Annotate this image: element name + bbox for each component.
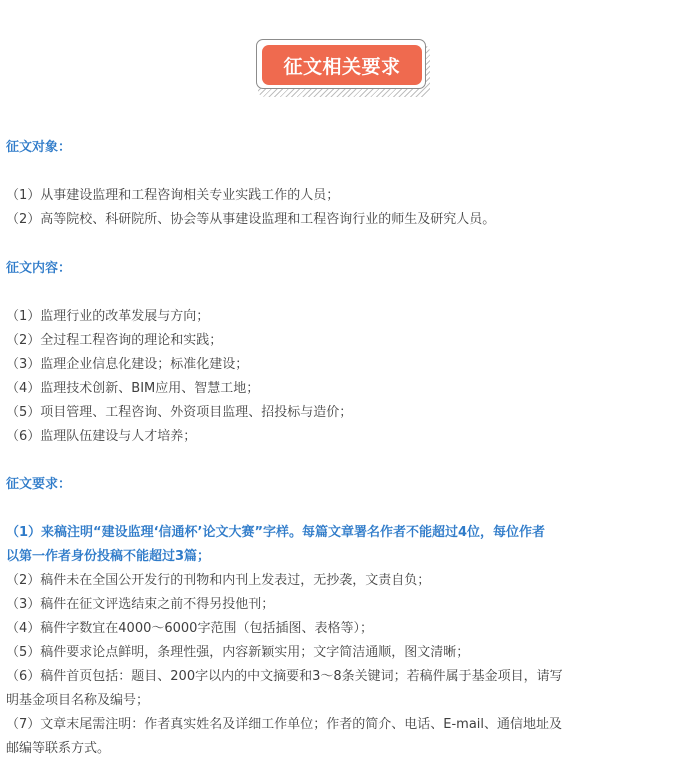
requirements-item-7-line-2: 邮编等联系方式。 <box>6 741 111 756</box>
content-heading: 征文内容： <box>6 261 72 276</box>
requirements-item-2: （2）稿件未在全国公开发行的刊物和内刊上发表过，无抄袭，文责自负； <box>6 573 431 588</box>
content-item-5: （5）项目管理、工程咨询、外资项目监理、招投标与造价； <box>6 405 353 420</box>
targets-item-2: （2）高等院校、科研院所、协会等从事建设监理和工程咨询行业的师生及研究人员。 <box>6 212 496 227</box>
requirements-item-1-line-2: 以第一作者身份投稿不能超过3篇； <box>6 549 211 564</box>
requirements-item-6-line-1: （6）稿件首页包括：题目、200字以内的中文摘要和3～8条关键词；若稿件属于基金项目，请写 <box>6 669 563 684</box>
requirements-item-5: （5）稿件要求论点鲜明，条理性强，内容新颖实用；文字简洁通顺，图文清晰； <box>6 645 470 660</box>
banner-frame <box>256 39 426 89</box>
content-item-3: （3）监理企业信息化建设；标准化建设； <box>6 357 249 372</box>
banner-title: 征文相关要求 <box>262 45 422 85</box>
section-banner <box>256 39 430 97</box>
requirements-item-3: （3）稿件在征文评选结束之前不得另投他刊； <box>6 597 275 612</box>
content-item-2: （2）全过程工程咨询的理论和实践； <box>6 333 223 348</box>
targets-heading: 征文对象： <box>6 140 72 155</box>
requirements-item-6-line-2: 明基金项目名称及编号； <box>6 693 150 708</box>
content-item-1: （1）监理行业的改革发展与方向； <box>6 309 210 324</box>
requirements-item-1-line-1: （1）来稿注明“建设监理‘信通杯’论文大赛”字样。每篇文章署名作者不能超过4位，每位作者 <box>6 525 546 540</box>
targets-item-1: （1）从事建设监理和工程咨询相关专业实践工作的人员； <box>6 188 340 203</box>
content-item-4: （4）监理技术创新、BIM应用、智慧工地； <box>6 381 260 396</box>
content-item-6: （6）监理队伍建设与人才培养； <box>6 429 197 444</box>
requirements-item-7-line-1: （7）文章末尾需注明：作者真实姓名及详细工作单位；作者的简介、电话、E-mail、通信地址及 <box>6 717 563 732</box>
requirements-heading: 征文要求： <box>6 477 72 492</box>
requirements-item-4: （4）稿件字数宜在4000～6000字范围（包括插图、表格等）； <box>6 621 373 636</box>
